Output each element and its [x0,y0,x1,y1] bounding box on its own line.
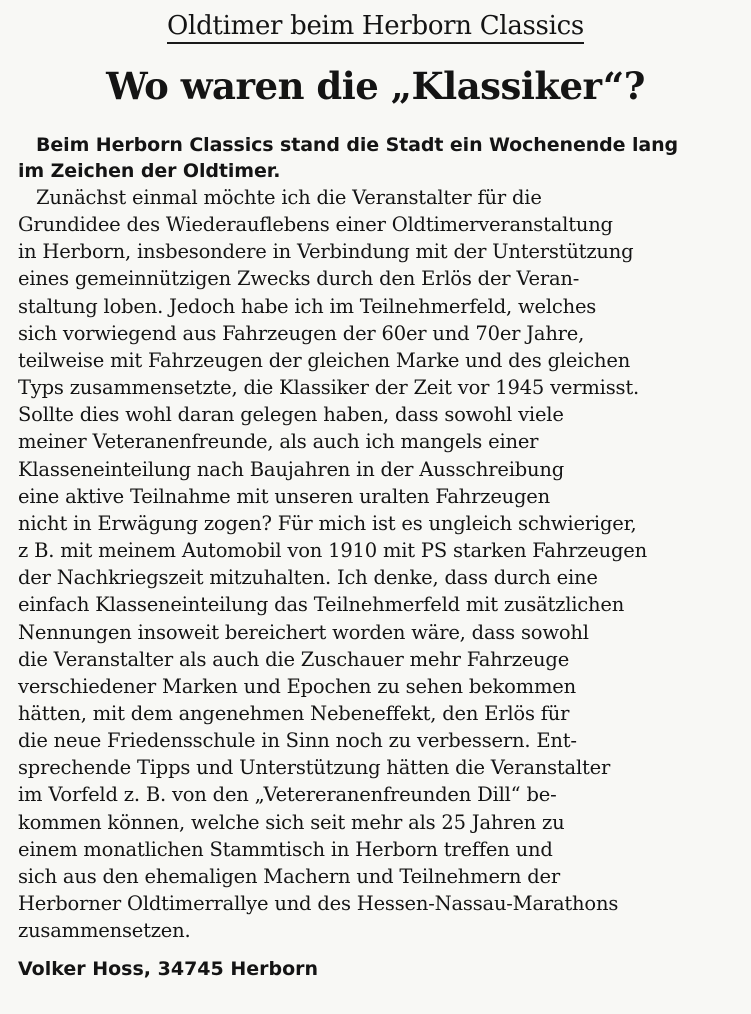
body-line: staltung loben. Jedoch habe ich im Teilnehmerfeld, welches [18,294,597,318]
body-line: eine aktive Teilnahme mit unseren uralten Fahrzeugen [18,484,551,508]
body-line: Herborner Oldtimerrallye und des Hessen-Nassau-Marathons [18,892,619,916]
article-kicker [0,6,751,46]
article-author: Volker Hoss, 34745 Herborn [18,958,319,980]
body-line: Typs zusammensetzte, die Klassiker der Zeit vor 1945 vermisst. [18,376,639,400]
body-line: nicht in Erwägung zogen? Für mich ist es ungleich schwieriger, [18,511,637,535]
body-line: Nennungen insoweit bereichert worden wäre, dass sowohl [18,620,589,644]
lead-line: Beim Herborn Classics stand die Stadt ein Wochenende lang [36,134,679,156]
body-line: teilweise mit Fahrzeugen der gleichen Marke und des gleichen [18,348,631,372]
body-line: Zunächst einmal möchte ich die Veranstalter für die [36,186,542,209]
article-headline: Wo waren die „Klassiker“? [106,64,645,108]
body-line: einfach Klasseneinteilung das Teilnehmerfeld mit zusätzlichen [18,593,625,617]
body-line: in Herborn, insbesondere in Verbindung mit der Unterstützung [18,240,634,264]
body-line: hätten, mit dem angenehmen Nebeneffekt, den Erlös für [18,701,570,725]
body-line: sich vorwiegend aus Fahrzeugen der 60er und 70er Jahre, [18,321,585,345]
body-line: kommen können, welche sich seit mehr als 25 Jahren zu [18,810,565,834]
body-line: die Veranstalter als auch die Zuschauer mehr Fahrzeuge [18,647,570,671]
body-line: z B. mit meinem Automobil von 1910 mit PS starken Fahrzeugen [18,539,647,563]
body-line: eines gemeinnützigen Zwecks durch den Erlös der Veran- [18,267,580,291]
body-line: meiner Veteranenfreunde, als auch ich mangels einer [18,430,539,454]
article-body [18,184,748,944]
lead-line: im Zeichen der Oldtimer. [18,160,281,182]
body-line: verschiedener Marken und Epochen zu sehen bekommen [18,674,576,698]
body-line: Sollte dies wohl daran gelegen haben, dass sowohl viele [18,403,564,427]
body-line: Grundidee des Wiederauflebens einer Oldtimerveranstaltung [18,213,613,237]
body-line: der Nachkriegszeit mitzuhalten. Ich denke, dass durch eine [18,566,598,590]
body-line: einem monatlichen Stammtisch in Herborn treffen und [18,837,553,861]
body-line: Klasseneinteilung nach Baujahren in der Ausschreibung [18,457,565,481]
article-lead [18,132,744,184]
body-line: sich aus den ehemaligen Machern und Teilnehmern der [18,864,561,888]
body-line: zusammensetzen. [18,919,191,943]
body-line: sprechende Tipps und Unterstützung hätten die Veranstalter [18,756,611,780]
body-line: im Vorfeld z. B. von den „Vetereranenfreunden Dill“ be- [18,783,557,807]
kicker-text: Oldtimer beim Herborn Classics [167,11,584,44]
body-line: die neue Friedensschule in Sinn noch zu verbessern. Ent- [18,729,577,753]
